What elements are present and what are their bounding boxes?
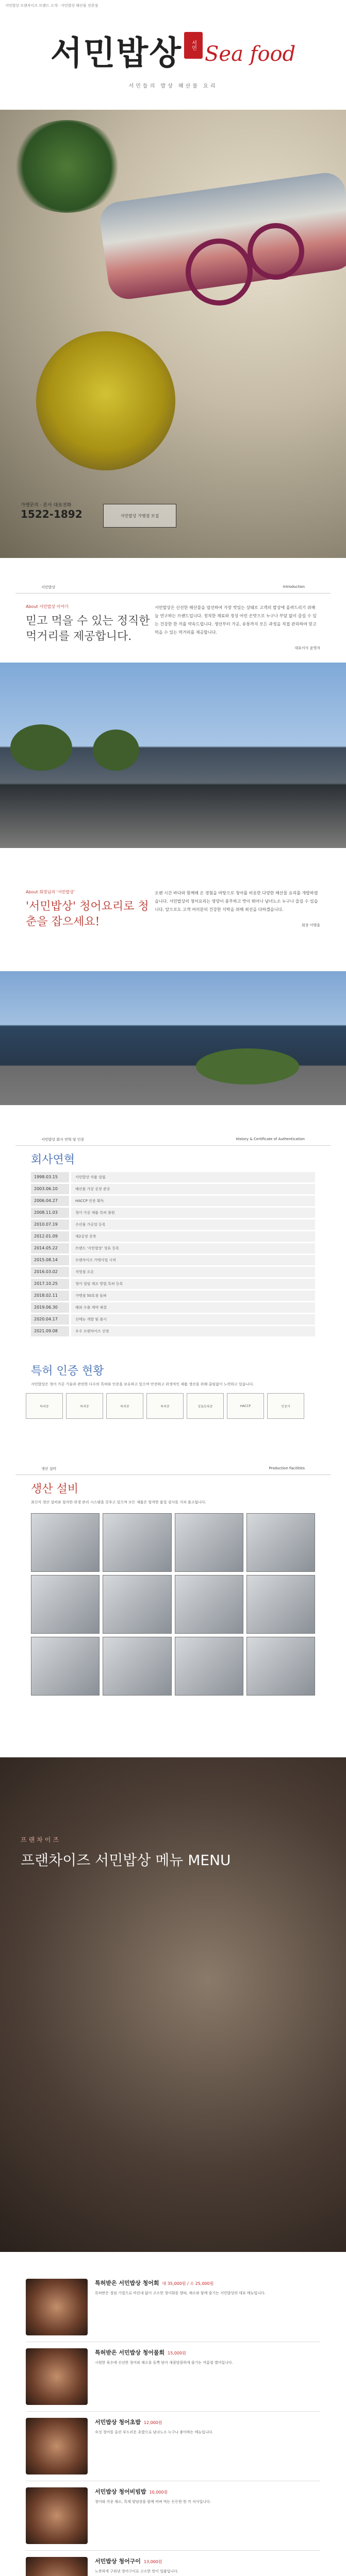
certs-title: 특허 인증 현황 — [31, 1365, 104, 1378]
franchise-badge: 서민밥상 가맹점 모집 — [103, 504, 176, 528]
history-text: 가맹점 50호점 돌파 — [71, 1291, 315, 1301]
phone-number: 1522-1892 — [21, 508, 83, 520]
history-list — [31, 1172, 315, 1336]
menu-item-title — [95, 2418, 320, 2426]
menu-item-name: 서민밥상 청어구이 — [95, 2558, 141, 2565]
logo-name-en: Sea food — [205, 42, 296, 66]
history-year: 2008.11.03 — [31, 1208, 69, 1218]
page-header-right: Production Facilities — [269, 1466, 305, 1470]
facility-photo — [103, 1637, 171, 1696]
menu-item-desc: 시원한 육수에 신선한 청어와 채소를 듬뿍 담아 새콤달콤하게 즐기는 여름철 별미입니다. — [95, 2361, 233, 2365]
certificate: 상표등록증 — [187, 1393, 224, 1419]
facilities-title: 생산 설비 — [31, 1483, 79, 1496]
menu-item-title — [95, 2487, 320, 2496]
history-row — [31, 1302, 315, 1313]
certs-desc: 서민밥상은 청어 가공 기술과 관련한 다수의 특허와 인증을 보유하고 있으며 안전하고 위생적인 제품 생산을 위해 끊임없이 노력하고 있습니다. — [31, 1382, 254, 1386]
history-year: 2014.05.22 — [31, 1243, 69, 1253]
menu-item-price: 13,000원 — [143, 2560, 162, 2564]
history-year: 2018.02.11 — [31, 1291, 69, 1301]
history-text: 수산물 가공업 등록 — [71, 1219, 315, 1230]
intro-tagline: 믿고 먹을 수 있는 정직한 먹거리를 제공합니다. — [26, 615, 150, 643]
facility-photo — [31, 1513, 100, 1572]
menu-item-price: 15,000원 — [168, 2351, 186, 2355]
intro2-signature: 회장 이명훈 — [301, 923, 320, 927]
facilities-desc: 최신식 생산 설비와 철저한 위생 관리 시스템을 갖추고 있으며 모든 제품은 엄격한 품질 검사를 거쳐 출고됩니다. — [31, 1500, 206, 1504]
menu-item — [26, 2481, 320, 2551]
facility-photo — [246, 1513, 315, 1572]
facility-photo — [31, 1637, 100, 1696]
history-row — [31, 1219, 315, 1230]
history-row — [31, 1184, 315, 1194]
history-text: 해산물 가공 공장 준공 — [71, 1184, 315, 1194]
history-row — [31, 1231, 315, 1242]
facility-photo — [103, 1575, 171, 1634]
intro2-section — [0, 879, 346, 1105]
history-text: 청어 절임 제조 방법 특허 등록 — [71, 1279, 315, 1289]
facility-photo — [175, 1513, 243, 1572]
facility-photo — [103, 1513, 171, 1572]
history-year: 2015.08.14 — [31, 1255, 69, 1265]
history-year: 2019.06.30 — [31, 1302, 69, 1313]
history-year: 2017.10.25 — [31, 1279, 69, 1289]
dill-garnish — [10, 120, 124, 213]
history-year: 2003.06.10 — [31, 1184, 69, 1194]
history-text: 해외 수출 계약 체결 — [71, 1302, 315, 1313]
menu-list — [0, 2273, 346, 2576]
menu-item-name: 특허받은 서민밥상 청어물회 — [95, 2349, 165, 2356]
tree — [10, 724, 72, 771]
history-year: 2010.07.19 — [31, 1219, 69, 1230]
franchise-phone — [21, 501, 83, 520]
certificate: 인증서 — [267, 1393, 304, 1419]
menu-kicker: 프랜차이즈 — [21, 1836, 61, 1843]
menu-item-desc: 청어와 각종 채소, 특제 양념장을 함께 비벼 먹는 든든한 한 끼 식사입니다. — [95, 2500, 211, 2504]
page-header-right: Introduction — [283, 585, 305, 589]
menu-item-photo — [26, 2348, 88, 2405]
page-header-left: 생산 설비 — [41, 1467, 57, 1471]
herring-dish — [0, 1860, 206, 1948]
history-year: 2020.04.17 — [31, 1314, 69, 1325]
menu-item — [26, 2551, 320, 2576]
menu-item — [26, 2273, 320, 2342]
menu-item-name: 서민밥상 청어비빔밥 — [95, 2488, 146, 2495]
page-header-right: History & Certificate of Authentication — [236, 1137, 305, 1141]
facility-photo — [246, 1575, 315, 1634]
menu-item-desc: 노릇하게 구워낸 청어구이로 고소한 맛이 일품입니다. — [95, 2569, 179, 2573]
history-year: 1998.03.15 — [31, 1172, 69, 1182]
menu-item-photo — [26, 2557, 88, 2576]
intro-kicker: About 서민밥상 이야기 — [26, 604, 69, 609]
menu-item-photo — [26, 2418, 88, 2475]
hedge — [196, 1048, 299, 1084]
page-header — [15, 1460, 331, 1475]
menu-item-title — [95, 2279, 320, 2287]
history-text: 제2공장 증축 — [71, 1231, 315, 1242]
menu-item — [26, 2412, 320, 2481]
history-year: 2016.03.02 — [31, 1267, 69, 1277]
certificate: 특허증 — [26, 1393, 63, 1419]
page-header — [15, 1131, 331, 1146]
menu-title: 프랜차이즈 서민밥상 메뉴 MENU — [21, 1852, 231, 1869]
history-text: 브랜드 '서민밥상' 상표 등록 — [71, 1243, 315, 1253]
intro2-tagline: '서민밥상' 청어요리로 청춘을 잡으세요! — [26, 900, 149, 928]
certificate: 특허증 — [146, 1393, 184, 1419]
menu-item-title — [95, 2348, 320, 2357]
logo — [0, 12, 346, 83]
facility-photo — [246, 1637, 315, 1696]
certificate: 특허증 — [66, 1393, 103, 1419]
facility-photo — [175, 1575, 243, 1634]
menu-item-desc: 특허받은 절임 기법으로 비린내 없이 고소한 청어회를 양파, 채소와 함께 즐기는 서민밥상의 대표 메뉴입니다. — [95, 2291, 266, 2295]
history-text: HACCP 인증 획득 — [71, 1196, 315, 1206]
menu-item-photo — [26, 2487, 88, 2544]
history-row — [31, 1208, 315, 1218]
history-row — [31, 1196, 315, 1206]
menu-item-price: 12,000원 — [143, 2420, 162, 2425]
history-row — [31, 1326, 315, 1336]
menu-item-price: 대 35,000원 / 소 25,000원 — [162, 2281, 214, 2286]
factory-photo — [0, 971, 346, 1105]
page-header — [15, 579, 331, 594]
facility-photo — [175, 1637, 243, 1696]
history-row — [31, 1314, 315, 1325]
logo-name-ko: 서민밥상 — [50, 34, 183, 73]
history-text: 신메뉴 개발 및 출시 — [71, 1314, 315, 1325]
history-title: 회사연혁 — [31, 1154, 75, 1166]
intro2-body: 오랜 시간 바다와 함께해 온 경험을 바탕으로 청어를 비롯한 다양한 해산물 요리를 개발하였습니다. 서민밥상의 청어요리는 영양이 풍부하고 맛이 뛰어나 남녀노소 누구나 즐길 수 있습니다. 앞으로도 고객 여러분의 건강한 식탁을 위해 최선을 다하겠습니다. — [155, 891, 318, 912]
page-header-left: 서민밥상 — [41, 585, 56, 589]
history-section — [0, 1131, 346, 1424]
header-strip: 서민밥상 프랜차이즈 브랜드 소개 · 서민밥상 해산물 전문점 — [5, 4, 98, 8]
menu-item — [26, 2342, 320, 2412]
history-year: 2021.09.08 — [31, 1326, 69, 1336]
history-row — [31, 1255, 315, 1265]
intro-block — [0, 594, 346, 663]
intro-body: 서민밥상은 신선한 해산물을 엄선하여 가장 맛있는 상태로 고객의 밥상에 올려드리기 위해 늘 연구하는 브랜드입니다. 정직한 재료와 정성 어린 손맛으로 누구나 부담 없이 즐길 수 있는 건강한 한 끼를 약속드립니다. 생산부터 가공, 유통까지 모든 과정을 직접 관리하여 믿고 먹을 수 있는 먹거리를 제공합니다. — [155, 605, 317, 635]
hero-image — [0, 110, 346, 558]
menu-title-block — [21, 1829, 231, 1871]
intro2-kicker: About 회장님의 '서민밥상' — [26, 890, 75, 894]
history-text: 우수 프랜차이즈 선정 — [71, 1326, 315, 1336]
history-row — [31, 1291, 315, 1301]
history-row — [31, 1243, 315, 1253]
menu-item-photo — [26, 2279, 88, 2335]
phone-label: 가맹문의 · 본사 대표전화 — [21, 503, 72, 508]
facility-photo — [31, 1575, 100, 1634]
onion-ring — [186, 239, 253, 306]
logo-seal: 서민 — [184, 32, 203, 59]
certificate: 특허증 — [106, 1393, 143, 1419]
history-year: 2006.04.27 — [31, 1196, 69, 1206]
menu-item-price: 10,000원 — [149, 2490, 168, 2495]
history-text: 서민밥상 식품 설립 — [71, 1172, 315, 1182]
menu-item-name: 특허받은 서민밥상 청어회 — [95, 2280, 159, 2286]
cert-list — [0, 1388, 346, 1424]
history-row — [31, 1267, 315, 1277]
logo-subtitle: 서민들의 밥상 해산물 요리 — [128, 83, 218, 89]
building-photo — [0, 663, 346, 848]
facilities-section — [0, 1460, 346, 1696]
history-text: 직영점 오픈 — [71, 1267, 315, 1277]
onion-ring — [248, 223, 304, 280]
intro-section — [0, 579, 346, 848]
intro2-block — [0, 879, 346, 940]
history-year: 2012.01.09 — [31, 1231, 69, 1242]
menu-hero — [0, 1757, 346, 2252]
certificate: HACCP — [227, 1393, 264, 1419]
intro-signature: 대표이사 윤영자 — [294, 646, 320, 650]
oil-bowl — [36, 331, 175, 470]
history-row — [31, 1172, 315, 1182]
tree — [93, 730, 139, 771]
history-text: 청어 가공 제품 특허 출원 — [71, 1208, 315, 1218]
history-text: 프랜차이즈 가맹사업 시작 — [71, 1255, 315, 1265]
page-header-left: 서민밥상 회사 연혁 및 인증 — [41, 1138, 85, 1142]
menu-item-desc: 숙성 청어를 올린 부드러운 초밥으로 남녀노소 누구나 좋아하는 메뉴입니다. — [95, 2430, 213, 2434]
history-row — [31, 1279, 315, 1289]
facility-photos — [0, 1513, 346, 1696]
menu-item-title — [95, 2557, 320, 2565]
menu-item-name: 서민밥상 청어초밥 — [95, 2419, 141, 2426]
